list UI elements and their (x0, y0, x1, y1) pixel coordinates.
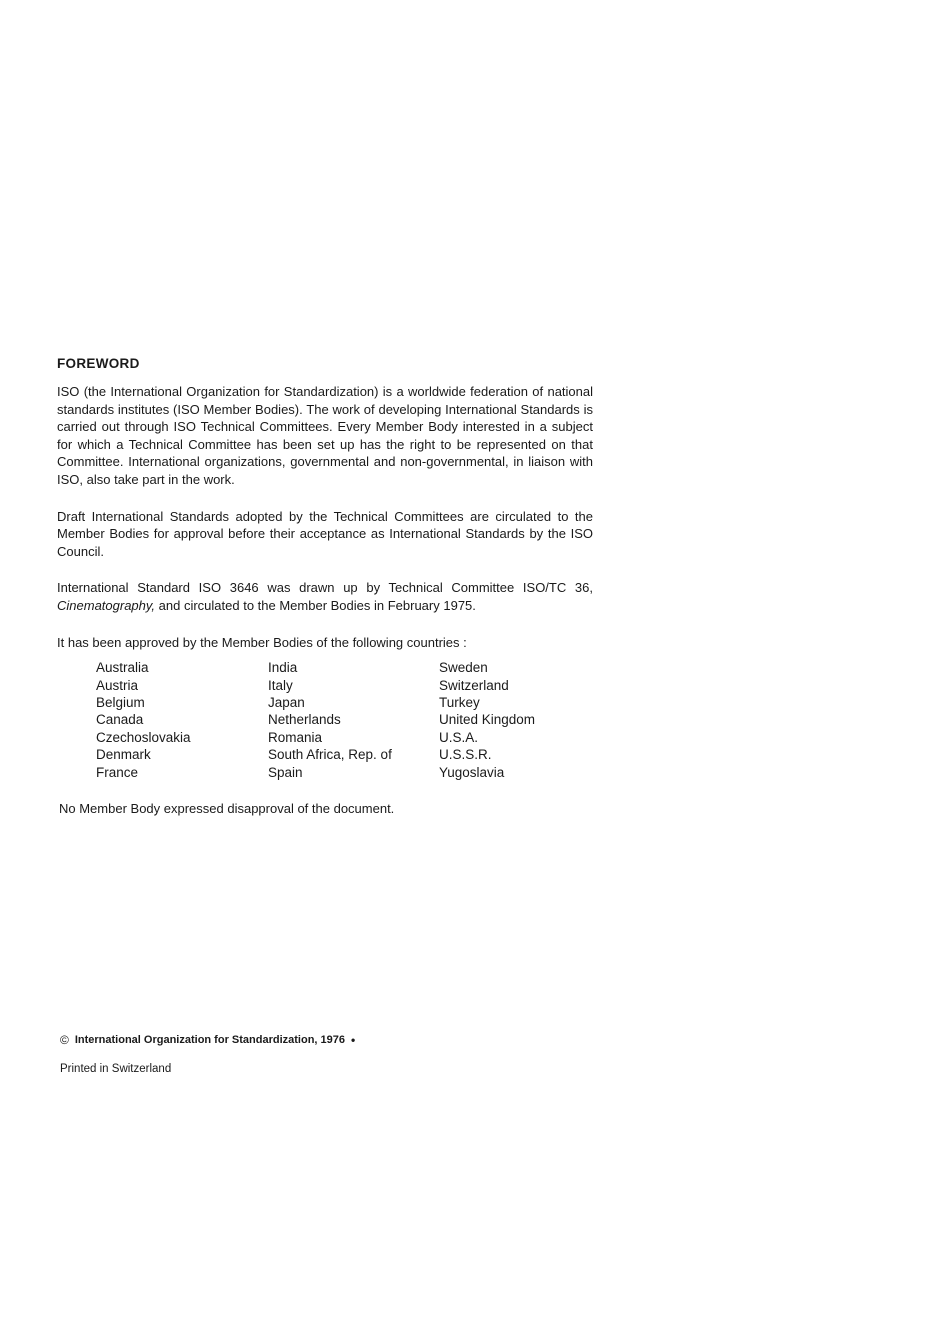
country-item: France (96, 764, 139, 780)
country-item: Netherlands (268, 712, 341, 728)
foreword-paragraph-4: It has been approved by the Member Bodies of the following countries : (57, 634, 467, 650)
country-item: Canada (96, 712, 144, 728)
country-item: Czechoslovakia (96, 729, 191, 745)
p3-text-end: and circulated to the Member Bodies in February 1975. (155, 597, 476, 613)
closing-statement: No Member Body expressed disapproval of the document. (59, 800, 395, 816)
country-item: United Kingdom (439, 712, 536, 728)
copyright-icon: © (60, 1033, 69, 1047)
country-item: South Africa, Rep. of (268, 747, 392, 763)
bullet-icon: • (351, 1033, 356, 1047)
countries-column-2 (268, 659, 439, 781)
p3-text-start: International Standard ISO 3646 was drawn up by Technical Committee ISO/TC 36, (57, 580, 593, 596)
country-item: Sweden (439, 660, 488, 676)
foreword-paragraph-1: ISO (the International Organization for Standardization) is a worldwide federation of national standards institutes (ISO Member Bodies). The work of developing International Standards is carried out through ISO Technical Committees. Every Member Body interested in a subject for which a Technical Committee has been set up has the right to be represented on that Committee. International organizations, governmental and non-governmental, in liaison with ISO, also take part in the work. (57, 384, 593, 487)
country-item: Denmark (96, 747, 151, 763)
p3-italic-title: Cinematography, (57, 597, 156, 613)
countries-list (96, 659, 593, 781)
copyright-line (60, 1033, 355, 1047)
country-item: Romania (268, 729, 323, 745)
country-item: Belgium (96, 694, 145, 710)
foreword-heading: FOREWORD (57, 356, 140, 371)
foreword-section (57, 356, 593, 816)
country-item: Turkey (439, 694, 480, 710)
country-item: Japan (268, 694, 305, 710)
country-item: Austria (96, 677, 139, 693)
copyright-text: International Organization for Standardization, 1976 (74, 1034, 345, 1046)
country-item: Yugoslavia (439, 764, 505, 780)
countries-column-1 (96, 659, 268, 781)
country-item: Switzerland (439, 677, 509, 693)
country-item: U.S.S.R. (439, 747, 492, 763)
countries-column-3 (439, 659, 589, 781)
country-item: India (268, 660, 298, 676)
foreword-paragraph-3 (57, 579, 593, 614)
country-item: Italy (268, 677, 293, 693)
foreword-paragraph-2: Draft International Standards adopted by the Technical Committees are circulated to the Member Bodies for approval before their acceptance as International Standards by the ISO Council. (57, 508, 593, 559)
printed-note: Printed in Switzerland (60, 1063, 172, 1075)
country-item: Australia (96, 660, 149, 676)
country-item: U.S.A. (439, 729, 479, 745)
country-item: Spain (268, 764, 303, 780)
